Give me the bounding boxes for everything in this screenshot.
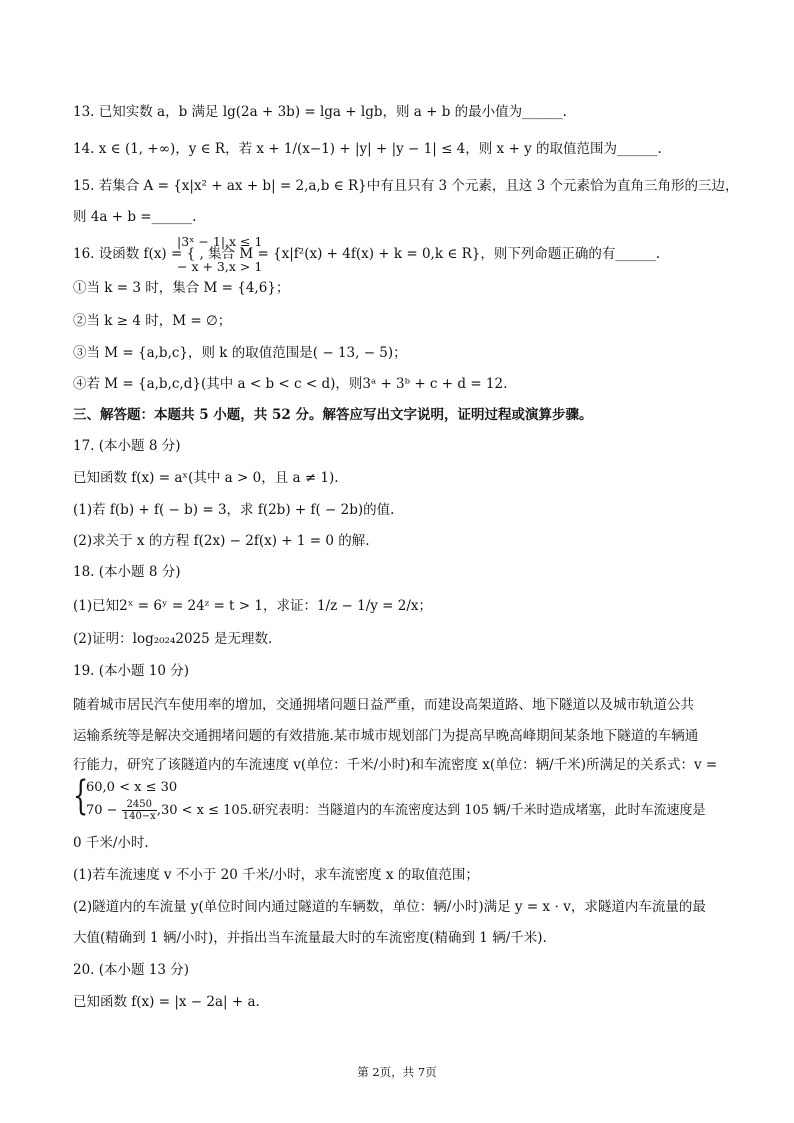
question-16-option-2: ②当 k ≥ 4 时，M = ∅； bbox=[73, 313, 232, 329]
question-17-given: 已知函数 f(x) = aˣ(其中 a > 0，且 a ≠ 1). bbox=[73, 470, 339, 486]
page-footer: 第 2页，共 7页 bbox=[357, 1065, 437, 1079]
question-18-part-2: (2)证明：log₂₀₂₄2025 是无理数. bbox=[73, 631, 273, 647]
piecewise-case-2: 70 − $\frac{2450}{140-x}$ ,30 < x ≤ 105.研究表明：当隧道内的车流密度达到 105 辆/千米时造成堵塞，此时车流速度是 bbox=[86, 799, 706, 822]
section-3-heading: 三、解答题：本题共 5 小题，共 52 分。解答应写出文字说明，证明过程或演算步骤。 bbox=[73, 407, 593, 423]
question-19-part-2-line1: (2)隧道内的车流量 y(单位时间内通过隧道的车辆数，单位：辆/小时)满足 y = x ⋅ v，求隧道内车流量的最 bbox=[73, 899, 706, 915]
question-16-option-1: ①当 k = 3 时，集合 M = {4,6}； bbox=[73, 280, 290, 296]
question-19-paragraph-3: 行能力，研究了该隧道内的车流速度 v(单位：千米/小时)和车流密度 x(单位：辆/千米)所满足的关系式：v = bbox=[73, 757, 718, 773]
question-19-title: 19. (本小题 10 分) bbox=[73, 663, 190, 679]
question-15-line1: 15. 若集合 A = {x|x² + ax + b| = 2,a,b ∈ R}中有且只有 3 个元素，且这 3 个元素恰为直角三角形的三边， bbox=[73, 178, 739, 194]
piecewise-case-1: 60,0 < x ≤ 30 bbox=[86, 780, 178, 795]
question-18-part-1: (1)已知2ˣ = 6ʸ = 24ᶻ = t > 1，求证：1/z − 1/y = 2/x； bbox=[73, 598, 433, 614]
question-18-title: 18. (本小题 8 分) bbox=[73, 564, 181, 580]
question-20-title: 20. (本小题 13 分) bbox=[73, 962, 190, 978]
question-14: 14. x ∈ (1, +∞)，y ∈ R，若 x + 1/(x−1) + |y| + |y − 1| ≤ 4，则 x + y 的取值范围为______. bbox=[73, 141, 662, 157]
brace-symbol: { bbox=[73, 773, 89, 819]
question-16-option-3: ③当 M = {a,b,c}，则 k 的取值范围是( − 13, − 5)； bbox=[73, 345, 407, 361]
question-16-case-bottom: − x + 3,x > 1 bbox=[177, 259, 263, 274]
question-16: 16. 设函数 f(x) = { , 集合 M = {x|f²(x) + 4f(x) + k = 0,k ∈ R}，则下列命题正确的有______. bbox=[73, 246, 661, 262]
question-20-given: 已知函数 f(x) = |x − 2a| + a. bbox=[73, 994, 260, 1010]
question-13: 13. 已知实数 a，b 满足 lg(2a + 3b) = lga + lgb，则 a + b 的最小值为______. bbox=[73, 104, 567, 120]
question-19-paragraph-5: 0 千米/小时. bbox=[73, 835, 149, 851]
question-19-part-1: (1)若车流速度 v 不小于 20 千米/小时，求车流密度 x 的取值范围； bbox=[73, 867, 479, 883]
question-19-paragraph-2: 运输系统等是解决交通拥堵问题的有效措施.某市城市规划部门为提高早晚高峰期间某条地下隧道的车辆通 bbox=[73, 728, 699, 744]
question-19-part-2-line2: 大值(精确到 1 辆/小时)，并指出当车流量最大时的车流密度(精确到 1 辆/千米). bbox=[73, 930, 547, 946]
question-16-case-top: |3ˣ − 1|,x ≤ 1 bbox=[177, 234, 263, 249]
question-15-line2: 则 4a + b =______. bbox=[73, 209, 197, 225]
fraction: $\frac{2450}{140-x}$ bbox=[122, 799, 156, 822]
question-19-paragraph-1: 随着城市居民汽车使用率的增加，交通拥堵问题日益严重，而建设高架道路、地下隧道以及城市轨道公共 bbox=[73, 697, 694, 713]
question-17-part-1: (1)若 f(b) + f( − b) = 3，求 f(2b) + f( − 2b)的值. bbox=[73, 502, 395, 518]
question-19-paragraph-4: .研究表明：当隧道内的车流密度达到 105 辆/千米时造成堵塞，此时车流速度是 bbox=[247, 803, 706, 818]
question-17-part-2: (2)求关于 x 的方程 f(2x) − 2f(x) + 1 = 0 的解. bbox=[73, 533, 370, 549]
question-16-option-4: ④若 M = {a,b,c,d}(其中 a < b < c < d)，则3ᵃ + 3ᵇ + c + d = 12. bbox=[73, 376, 508, 392]
question-17-title: 17. (本小题 8 分) bbox=[73, 438, 181, 454]
